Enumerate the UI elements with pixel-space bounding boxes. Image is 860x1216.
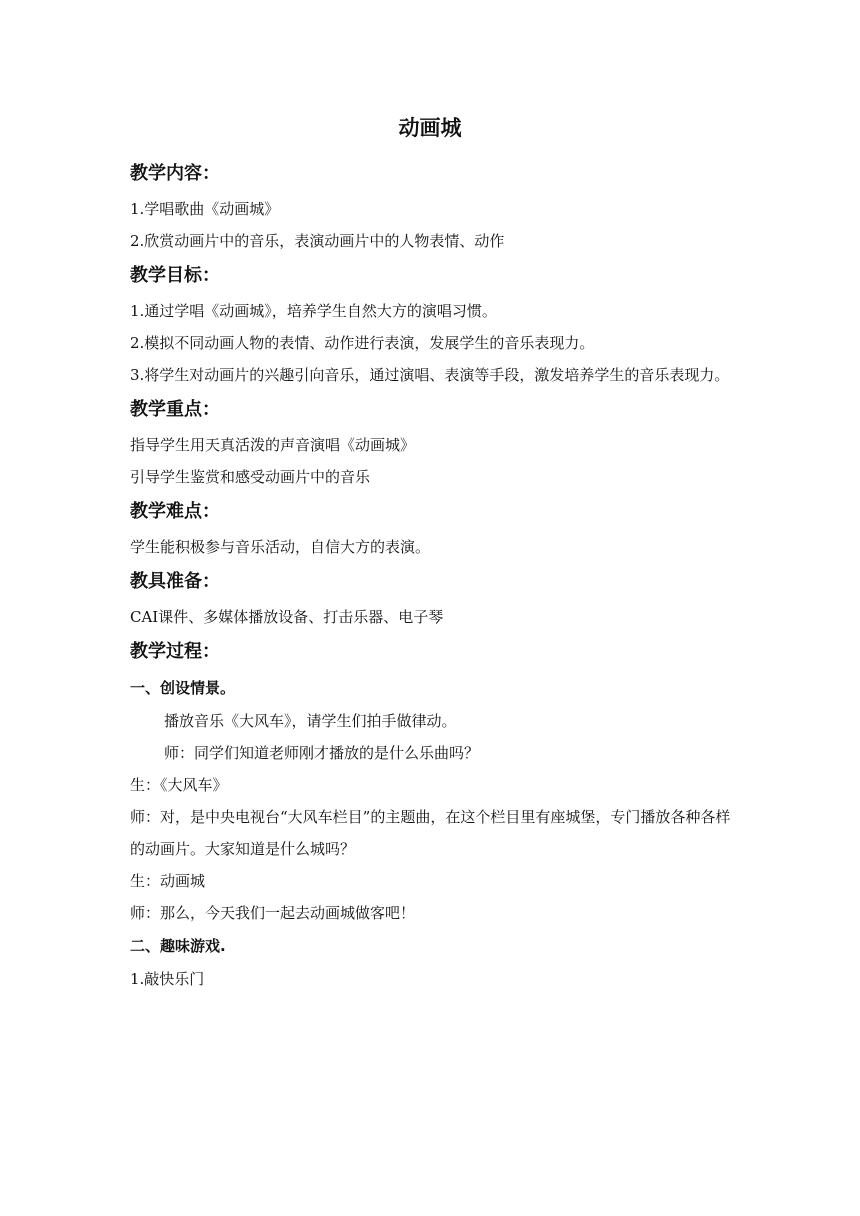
content-item: 1.学唱歌曲《动画城》 bbox=[130, 200, 280, 218]
process-line: 生：《大风车》 bbox=[130, 776, 228, 794]
section-heading-difficulties: 教学难点： bbox=[130, 501, 220, 522]
process-line: 师：那么，今天我们一起去动画城做客吧！ bbox=[130, 904, 416, 922]
section-heading-key-points: 教学重点： bbox=[130, 399, 220, 420]
process-step-title: 二、趣味游戏. bbox=[130, 937, 226, 955]
goal-item: 3.将学生对动画片的兴趣引向音乐，通过演唱、表演等手段，激发培养学生的音乐表现力。 bbox=[130, 366, 730, 384]
process-line: 师：同学们知道老师刚才播放的是什么乐曲吗？ bbox=[164, 744, 480, 762]
section-heading-materials: 教具准备： bbox=[130, 571, 220, 592]
process-line: 师：对，是中央电视台“大风车栏目”的主题曲，在这个栏目里有座城堡，专门播放各种各样的动画片。大家知道是什么城吗？ bbox=[130, 808, 731, 858]
key-point-item: 指导学生用天真活泼的声音演唱《动画城》 bbox=[130, 436, 416, 454]
section-heading-process: 教学过程： bbox=[130, 641, 220, 662]
process-line: 播放音乐《大风车》，请学生们拍手做律动。 bbox=[164, 712, 457, 730]
document-body bbox=[130, 155, 740, 995]
section-heading-goals: 教学目标： bbox=[130, 265, 220, 286]
process-step-title: 一、创设情景。 bbox=[130, 679, 236, 697]
section-heading-content: 教学内容： bbox=[130, 163, 220, 184]
goal-item: 2.模拟不同动画人物的表情、动作进行表演，发展学生的音乐表现力。 bbox=[130, 334, 595, 352]
content-item: 2.欣赏动画片中的音乐，表演动画片中的人物表情、动作 bbox=[130, 232, 505, 250]
goal-item: 1.通过学唱《动画城》，培养学生自然大方的演唱习惯。 bbox=[130, 302, 497, 320]
document-title: 动画城 bbox=[398, 116, 462, 140]
difficulty-item: 学生能积极参与音乐活动，自信大方的表演。 bbox=[130, 538, 431, 556]
material-item: CAI课件、多媒体播放设备、打击乐器、电子琴 bbox=[130, 608, 444, 626]
process-line: 生：动画城 bbox=[130, 872, 206, 890]
key-point-item: 引导学生鉴赏和感受动画片中的音乐 bbox=[130, 468, 371, 486]
process-line: 1.敲快乐门 bbox=[130, 970, 205, 988]
